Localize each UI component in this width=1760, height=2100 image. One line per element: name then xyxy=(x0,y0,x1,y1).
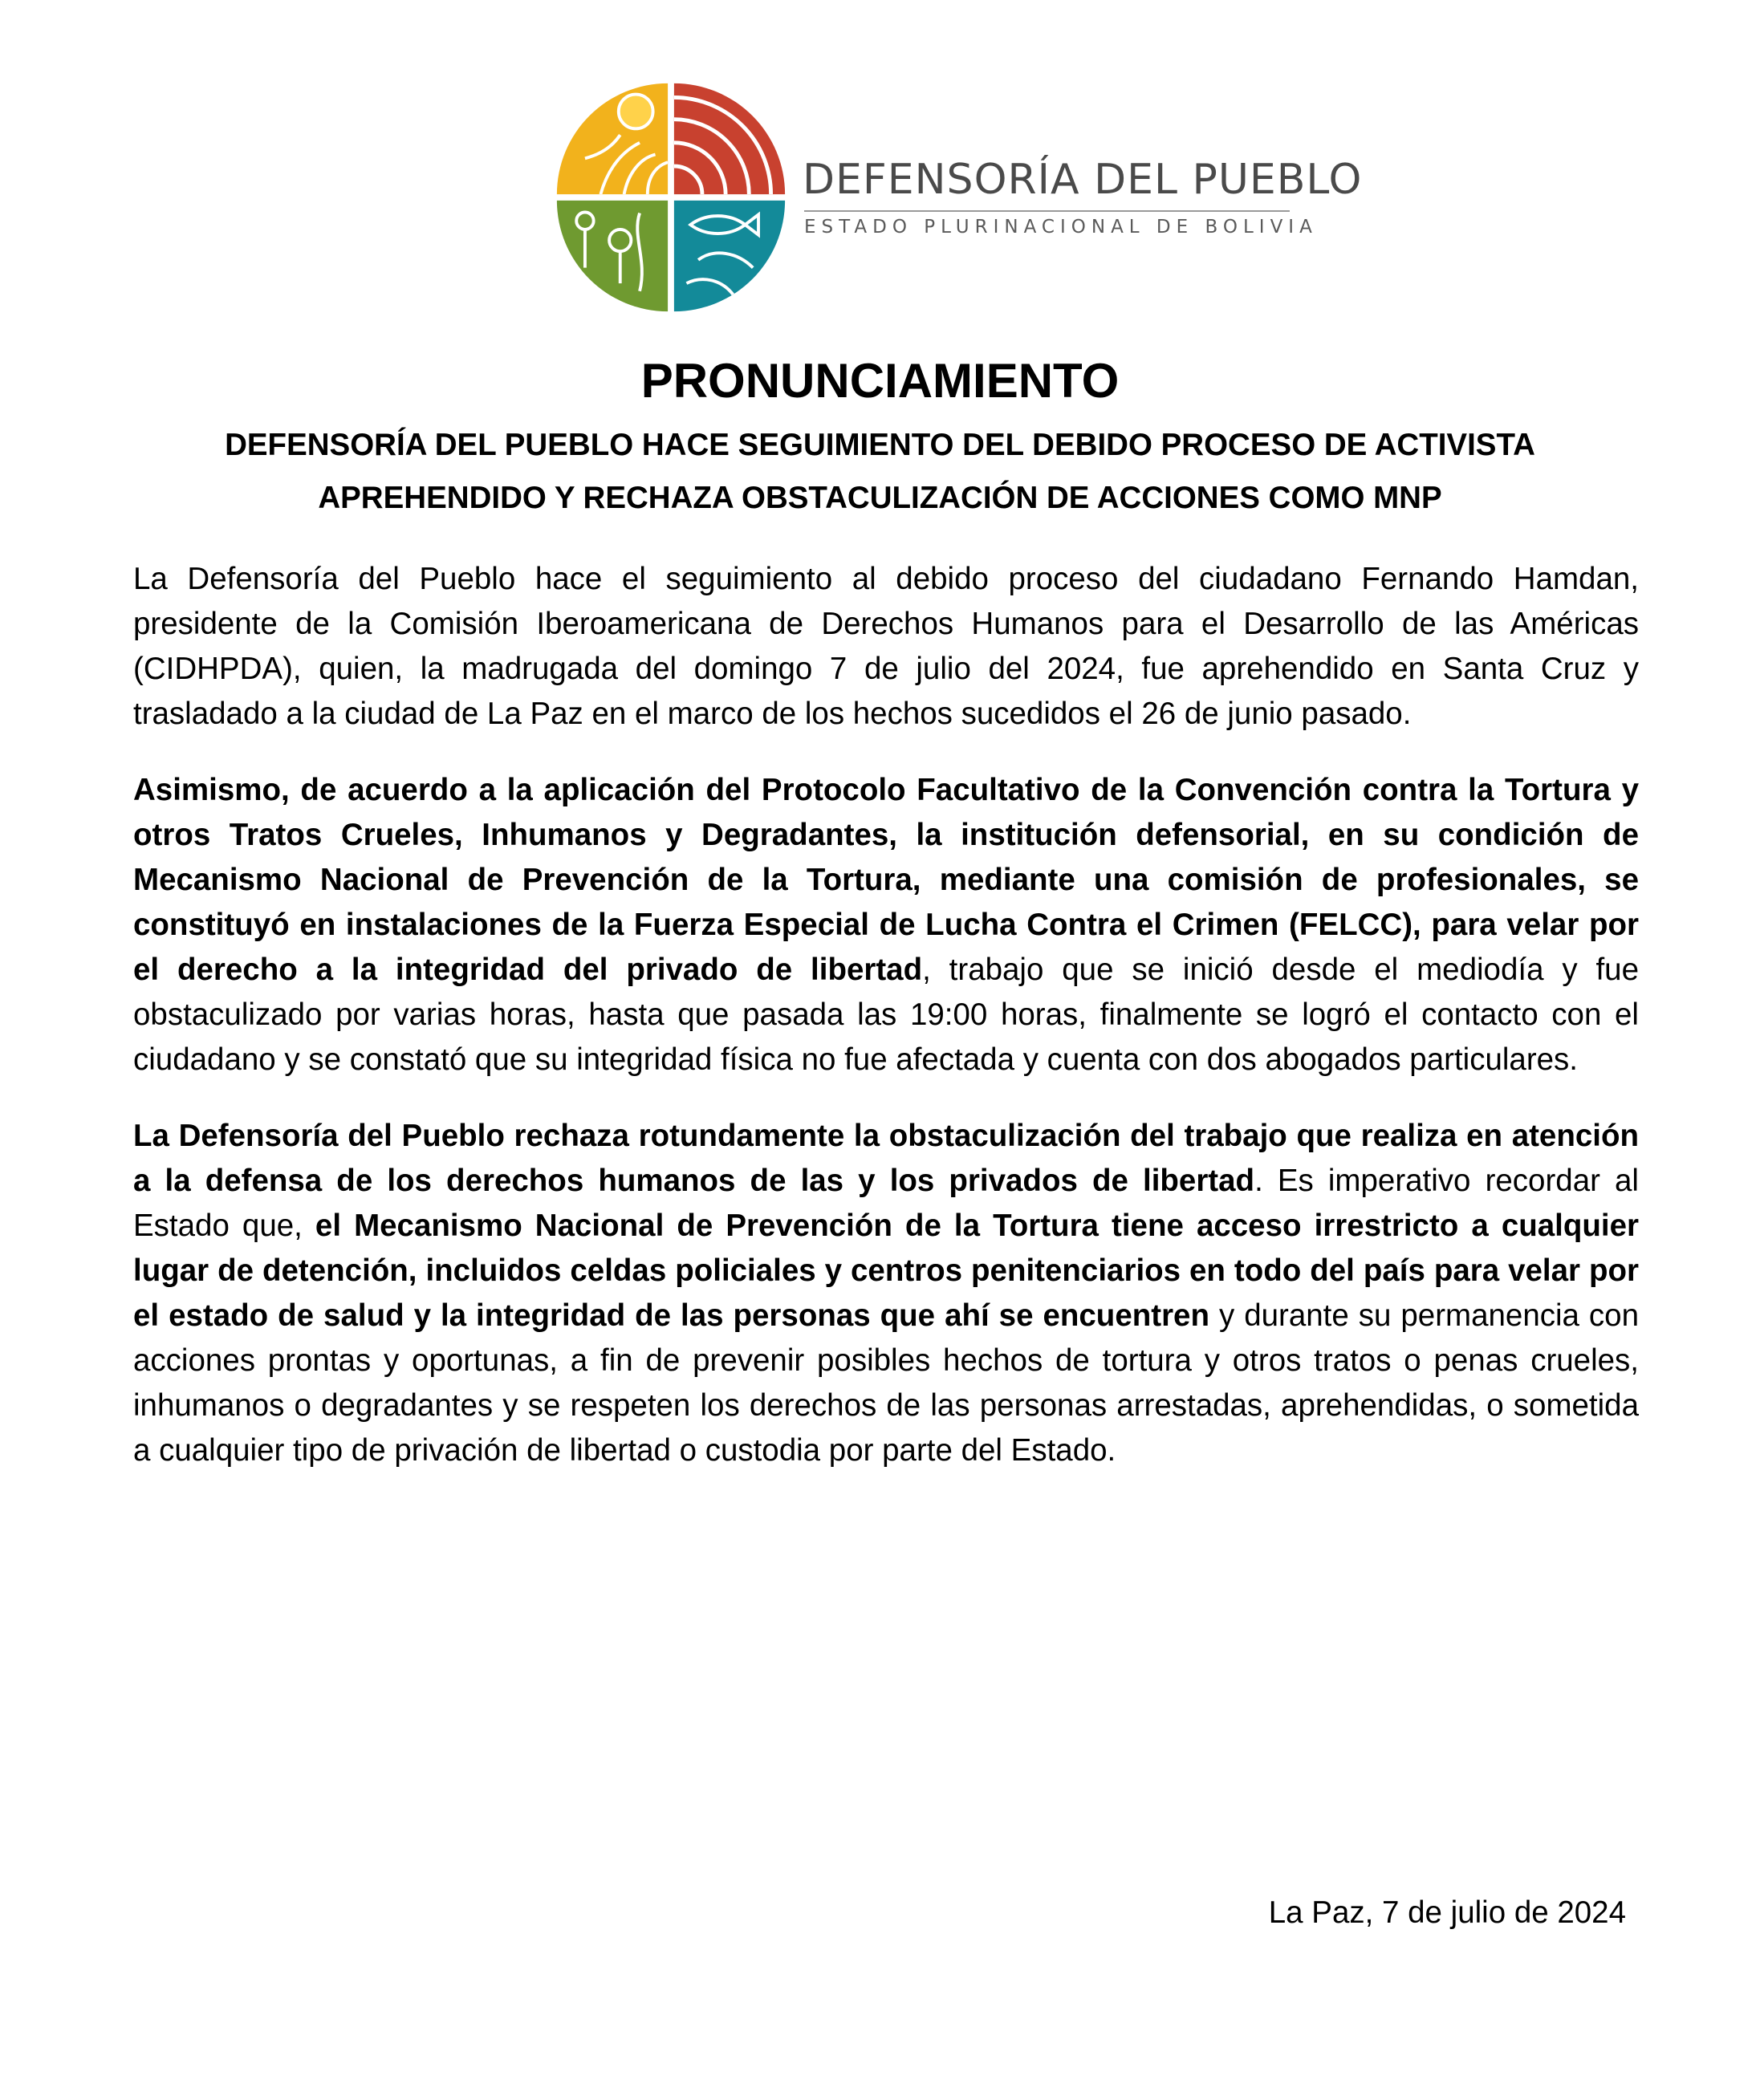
paragraph-2 xyxy=(133,768,1639,1082)
paragraph-2-text: , trabajo que se inició desde el mediodía y fue obstaculizado por varias horas, hasta que pasada las 19:00 horas, finalmente se logró el contacto con el ciudadano y se constató que su integridad física no fue afectada y cuenta con dos abogados particulares. xyxy=(133,953,1639,1077)
paragraph-3-bold-text-2: el Mecanismo Nacional de Prevención de la Tortura tiene acceso irrestricto a cualquier lugar de detención, incluidos celdas policiales y centros penitenciarios en todo del país para velar por el estado de salud y la integridad de las personas que ahí se encuentren xyxy=(133,1208,1639,1333)
org-name-divider xyxy=(804,210,1290,212)
page-title: PRONUNCIAMIENTO xyxy=(640,354,1120,408)
document-date: La Paz, 7 de julio de 2024 xyxy=(1268,1895,1626,1930)
org-subtitle: ESTADO PLURINACIONAL DE BOLIVIA xyxy=(804,217,1318,238)
defensoria-logo-icon xyxy=(554,80,788,315)
paragraph-2-bold-text: Asimismo, de acuerdo a la aplicación del Protocolo Facultativo de la Convención contra la Tortura y otros Tratos Crueles, Inhumanos y Degradantes, la institución defensorial, en su condición de Mecanismo Nacional de Prevención de la Tortura, mediante una comisión de profesionales, se constituyó en instalaciones de la Fuerza Especial de Lucha Contra el Crimen (FELCC), para velar por el derecho a la integridad del privado de libertad xyxy=(133,773,1639,987)
document-body xyxy=(133,557,1639,1505)
org-name: DEFENSORÍA DEL PUEBLO xyxy=(803,156,1363,204)
paragraph-3 xyxy=(133,1114,1639,1473)
paragraph-3-text-1: . Es imperativo recordar al Estado que, xyxy=(133,1164,1639,1243)
paragraph-3-bold-text-1: La Defensoría del Pueblo rechaza rotundamente la obstaculización del trabajo que realiza en atención a la defensa de los derechos humanos de las y los privados de libertad xyxy=(133,1119,1639,1198)
letterhead xyxy=(554,80,1363,321)
page-subtitle: DEFENSORÍA DEL PUEBLO HACE SEGUIMIENTO DEL DEBIDO PROCESO DE ACTIVISTA APREHENDIDO Y RECHAZA OBSTACULIZACIÓN DE ACCIONES COMO MNP xyxy=(225,428,1535,515)
paragraph-1-text: La Defensoría del Pueblo hace el seguimiento al debido proceso del ciudadano Fernando Hamdan, presidente de la Comisión Iberoamericana de Derechos Humanos para el Desarrollo de las Américas (CIDHPDA), quien, la madrugada del domingo 7 de julio del 2024, fue aprehendido en Santa Cruz y trasladado a la ciudad de La Paz en el marco de los hechos sucedidos el 26 de junio pasado. xyxy=(133,562,1639,731)
paragraph-3-text-2: y durante su permanencia con acciones prontas y oportunas, a fin de prevenir posibles hechos de tortura y otros tratos o penas crueles, inhumanos o degradantes y se respeten los derechos de las personas arrestadas, aprehendidas, o sometida a cualquier tipo de privación de libertad o custodia por parte del Estado. xyxy=(133,1298,1640,1468)
paragraph-1 xyxy=(133,557,1639,737)
